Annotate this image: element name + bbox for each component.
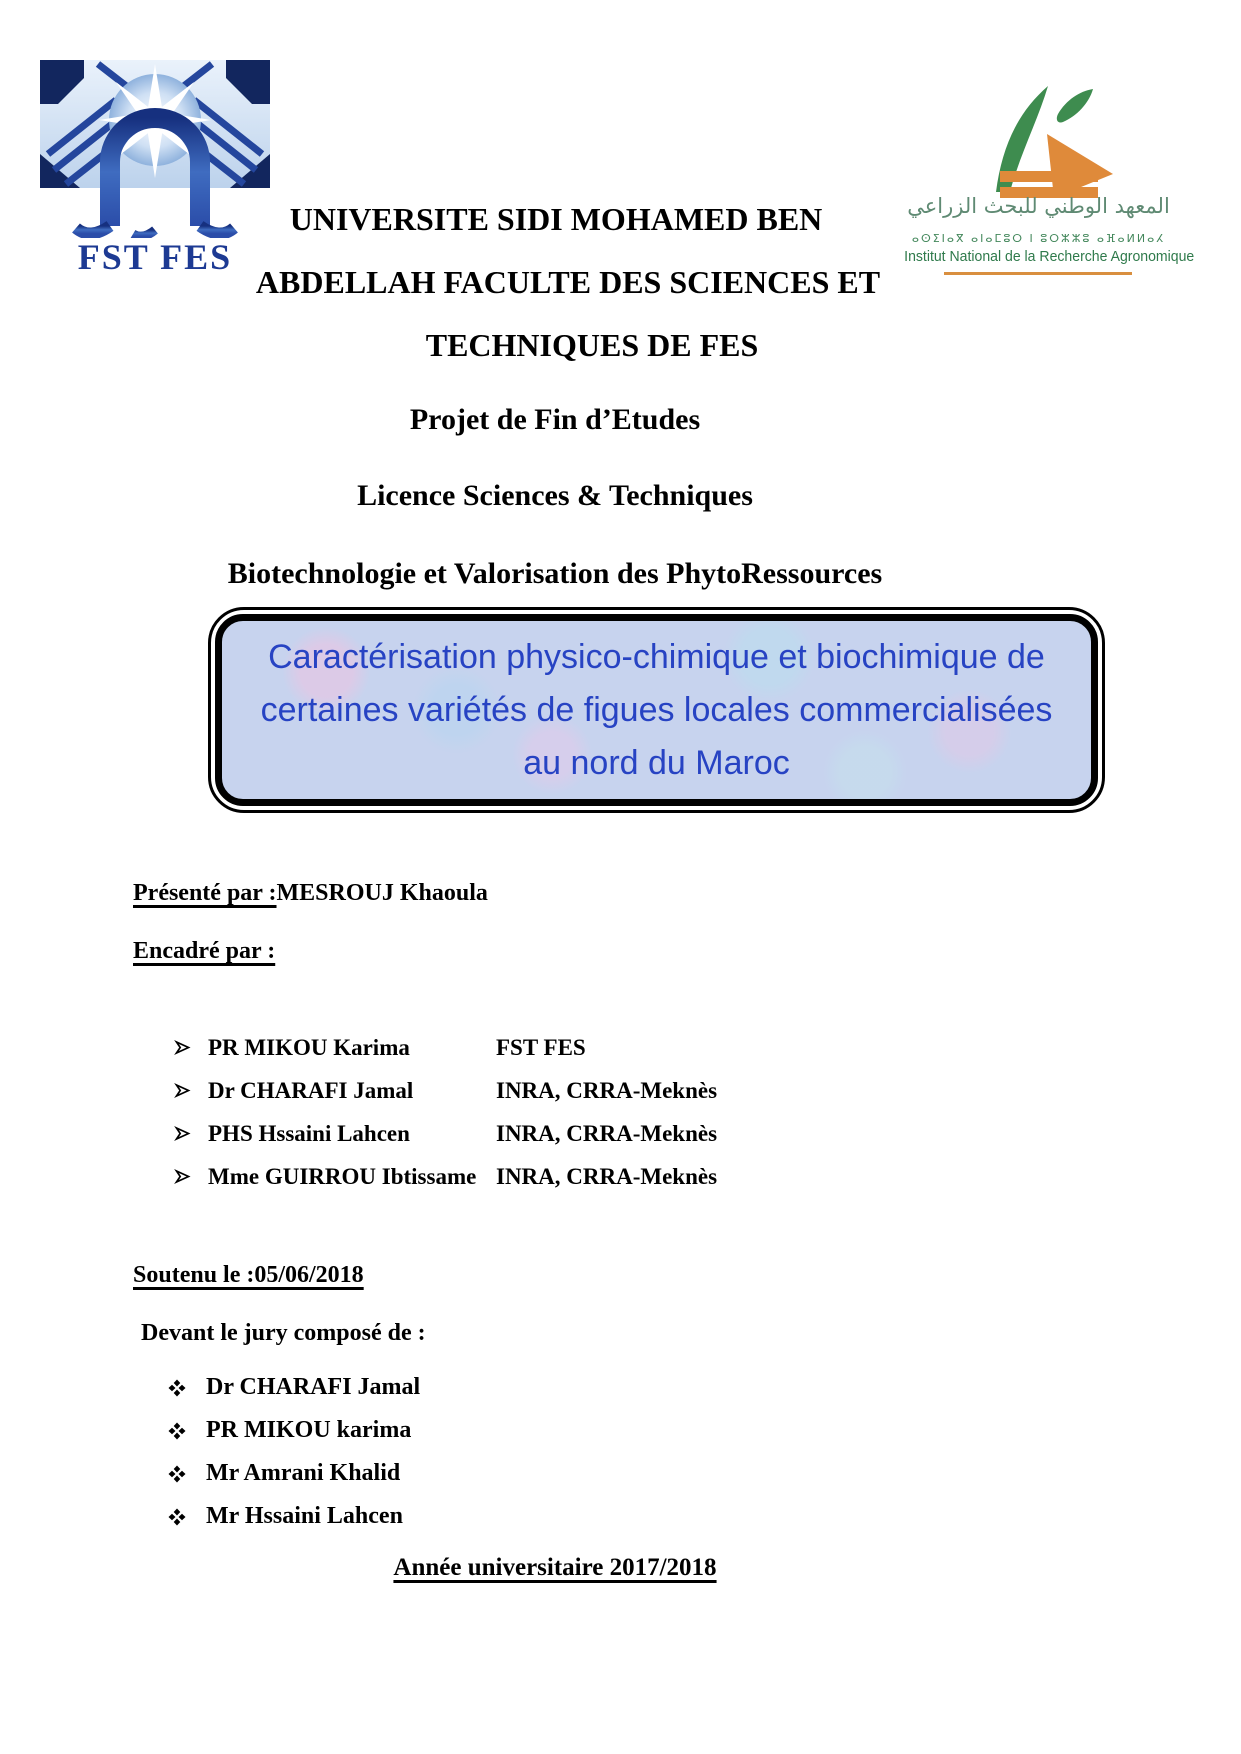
supervisor-name: PR MIKOU Karima — [208, 1034, 410, 1060]
supervised-by-label — [133, 938, 275, 965]
university-heading — [0, 188, 1136, 377]
presented-by-line — [133, 880, 488, 907]
supervisor-row — [174, 1069, 717, 1112]
defense-date-text: Soutenu le :05/06/2018 — [133, 1262, 364, 1288]
thesis-title — [215, 614, 1098, 806]
thesis-title-box — [208, 607, 1105, 813]
jury-member-name: PR MIKOU karima — [206, 1417, 412, 1443]
supervisor-row — [174, 1026, 717, 1069]
supervisor-affiliation: FST FES — [496, 1034, 586, 1060]
supervisor-affiliation: INRA, CRRA-Meknès — [496, 1120, 718, 1146]
four-diamonds-icon — [168, 1422, 206, 1440]
supervisor-affiliation: INRA, CRRA-Meknès — [496, 1077, 718, 1103]
thesis-title-line3: au nord du Maroc — [523, 743, 790, 782]
project-subtitle: Projet de Fin d’Etudes — [409, 403, 701, 436]
arrowhead-right-icon — [174, 1168, 208, 1185]
defense-date-line — [133, 1262, 364, 1289]
inra-french-name: Institut National de la Recherche Agronomique — [904, 249, 1195, 265]
four-diamonds-icon — [168, 1379, 206, 1397]
university-heading-line3: TECHNIQUES DE FES — [425, 327, 759, 363]
jury-member-name: Dr CHARAFI Jamal — [206, 1374, 421, 1400]
thesis-title-line2: certaines variétés de figues locales commercialisées — [260, 690, 1053, 729]
four-diamonds-icon — [168, 1465, 206, 1483]
presented-by-name: MESROUJ Khaoula — [276, 880, 488, 906]
inra-arabic-name: المعهد الوطني للبحث الزراعي — [907, 194, 1170, 218]
jury-label: Devant le jury composé de : — [141, 1320, 426, 1346]
jury-row — [168, 1366, 420, 1409]
jury-member-name: Mr Hssaini Lahcen — [206, 1503, 403, 1529]
supervisor-name: Dr CHARAFI Jamal — [208, 1077, 414, 1103]
arrowhead-right-icon — [174, 1125, 208, 1142]
academic-year — [0, 1554, 1110, 1582]
supervisor-name: PHS Hssaini Lahcen — [208, 1120, 410, 1146]
arrowhead-right-icon — [174, 1082, 208, 1099]
inra-emblem-icon — [900, 84, 1177, 202]
supervisor-name: Mme GUIRROU Ibtissame — [208, 1163, 477, 1189]
jury-member-name: Mr Amrani Khalid — [206, 1460, 401, 1486]
supervisor-row — [174, 1112, 717, 1155]
supervisor-affiliation: INRA, CRRA-Meknès — [496, 1163, 718, 1189]
supervised-by-label-text: Encadré par : — [133, 938, 276, 964]
jury-row — [168, 1409, 420, 1452]
supervisor-row — [174, 1155, 717, 1198]
university-heading-line1: UNIVERSITE SIDI MOHAMED BEN — [289, 201, 823, 237]
fst-fes-logo-caption: FST FES — [77, 237, 233, 277]
jury-row — [168, 1495, 420, 1538]
inra-tifinagh-name: ⴰⵙⵉⵏⴰⴳ ⴰⵏⴰⵎⵓⵔ ⵏ ⵓⵔⵣⵣⵓ ⴰⴼⴰⵍⵍⴰⵃ — [911, 232, 1166, 245]
four-diamonds-icon — [168, 1508, 206, 1526]
presented-by-label: Présenté par : — [133, 880, 277, 906]
university-heading-line2: ABDELLAH FACULTE DES SCIENCES ET — [255, 264, 881, 300]
program-subtitle: Biotechnologie et Valorisation des PhytoRessources — [227, 557, 883, 590]
jury-list — [168, 1366, 420, 1538]
arrowhead-right-icon — [174, 1039, 208, 1056]
jury-row — [168, 1452, 420, 1495]
degree-subtitle: Licence Sciences & Techniques — [357, 479, 753, 512]
thesis-title-line1: Caractérisation physico-chimique et biochimique de — [268, 637, 1045, 676]
academic-year-text: Année universitaire 2017/2018 — [393, 1554, 717, 1581]
supervisors-list — [174, 1026, 717, 1198]
